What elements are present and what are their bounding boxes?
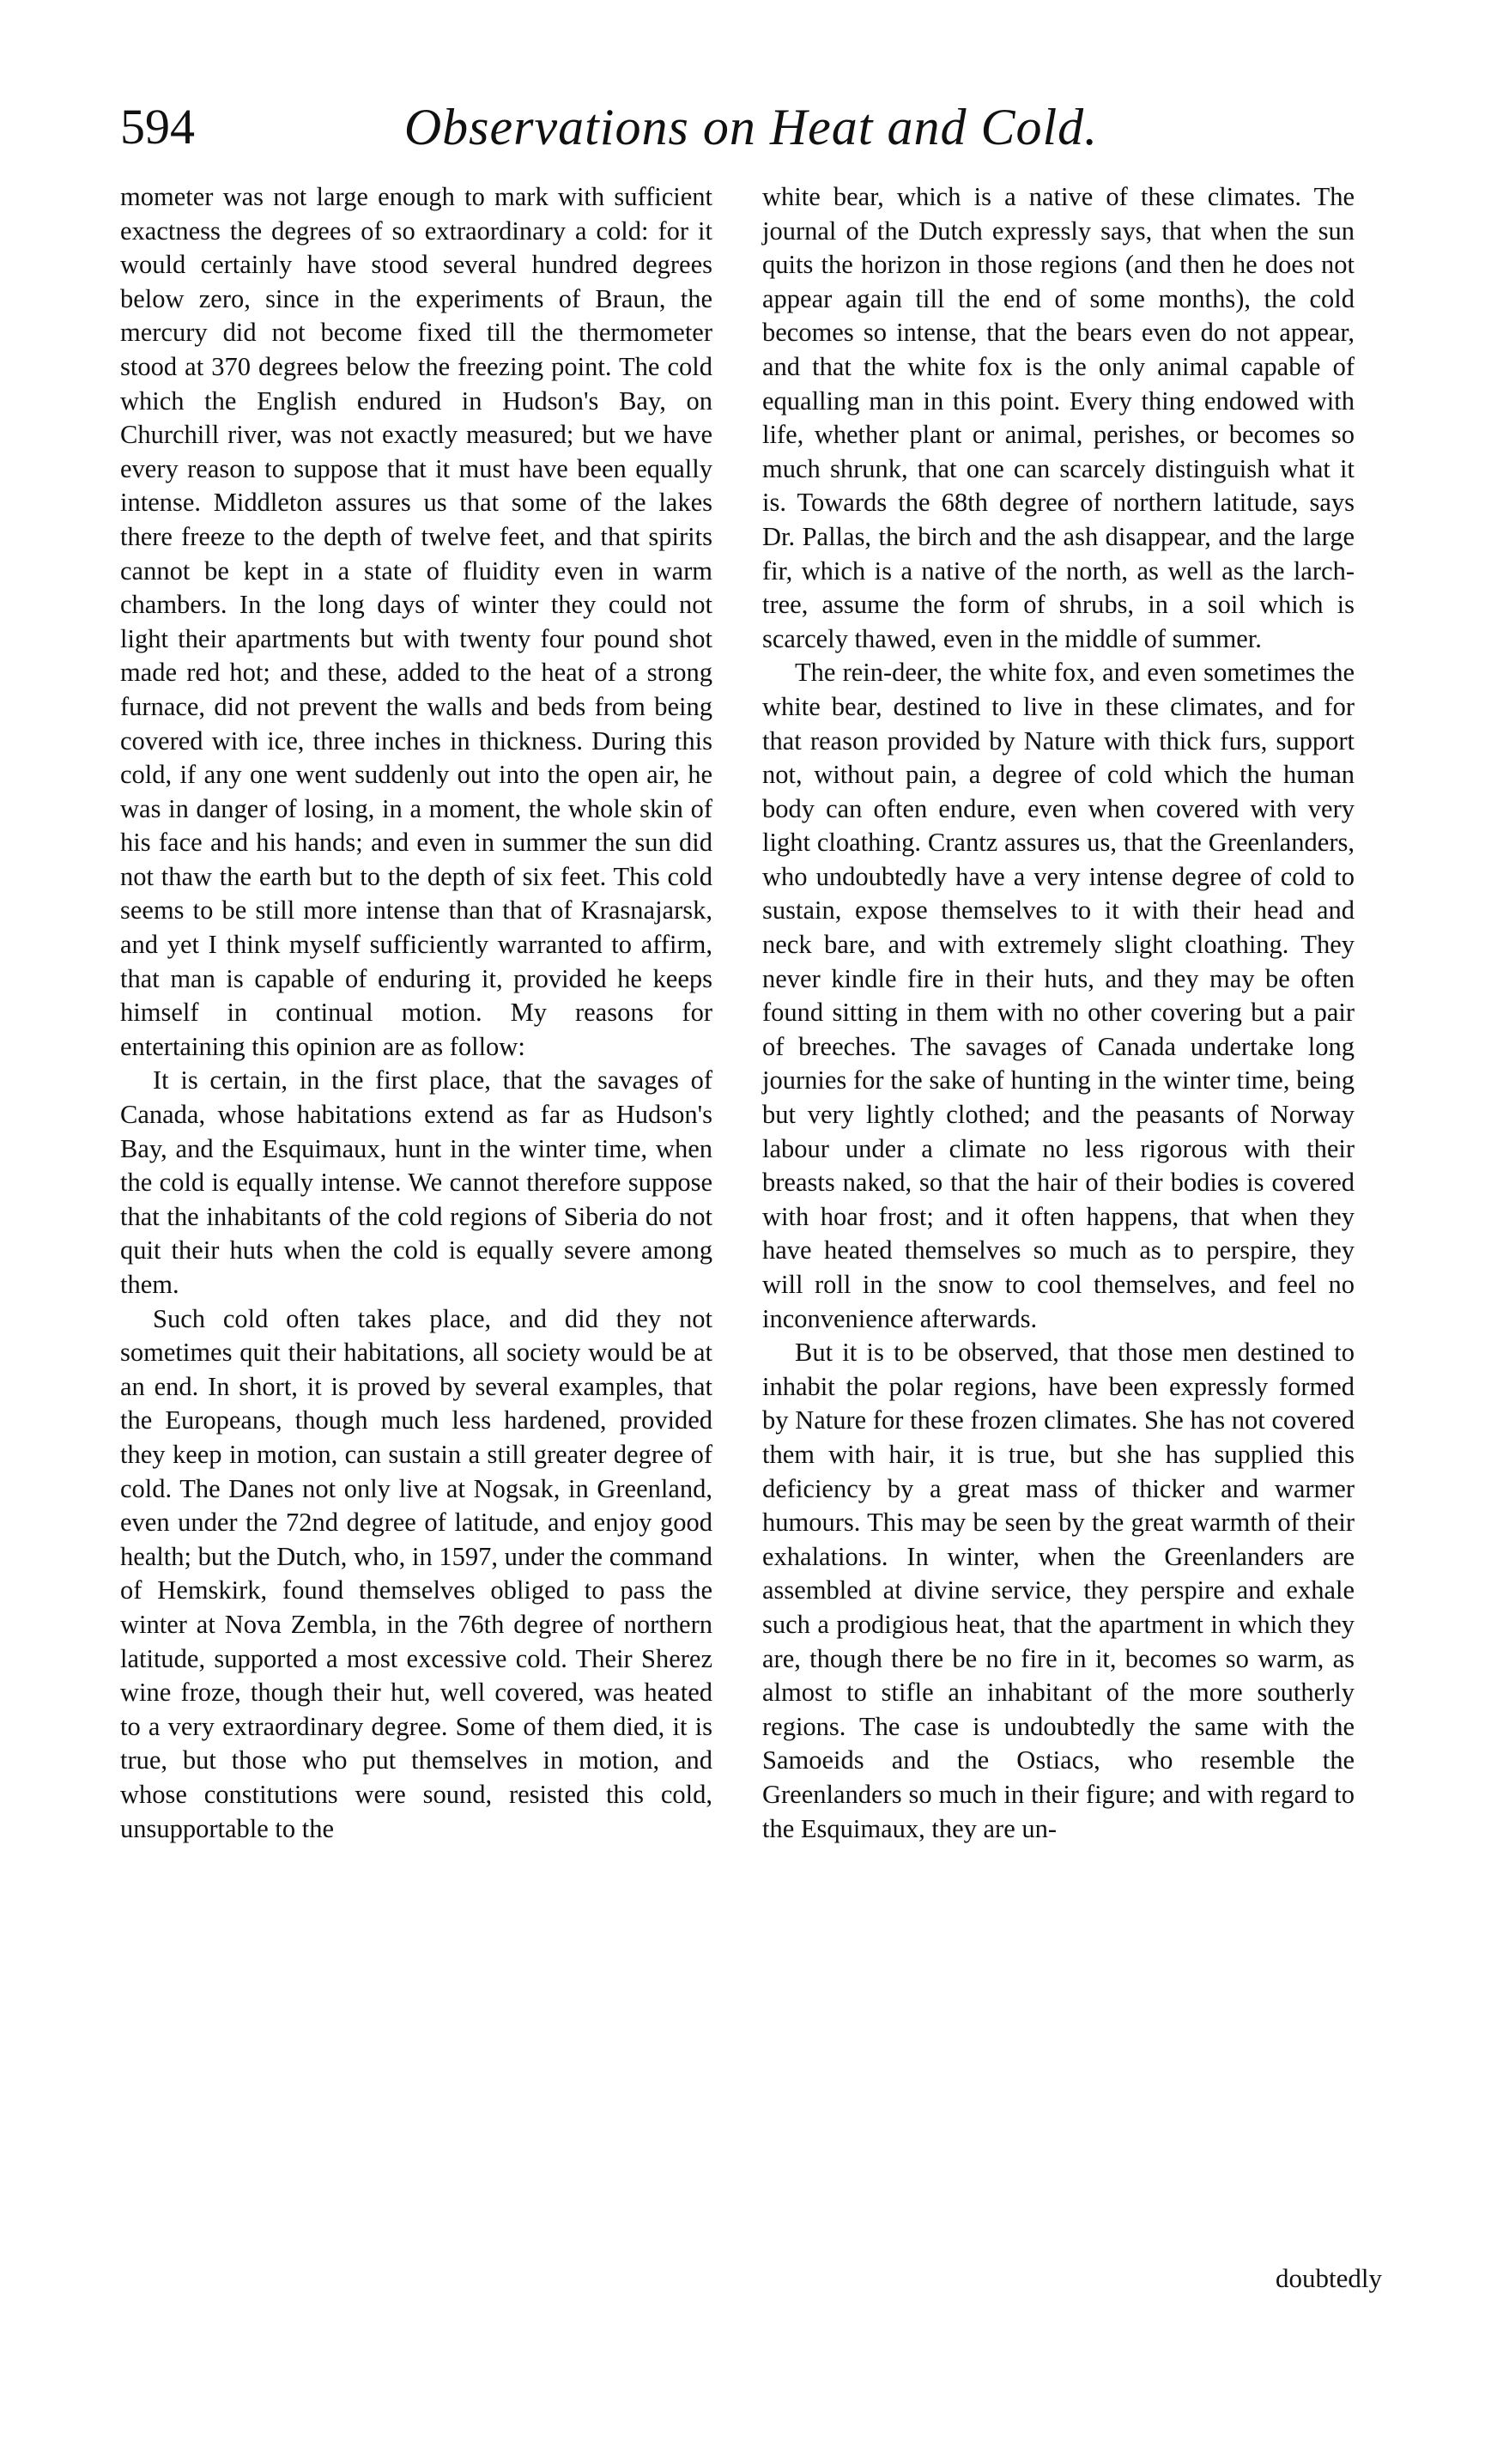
right-column [762,180,1355,1846]
page-header [120,93,1382,161]
paragraph: Such cold often takes place, and did they not sometimes quit their habitations, all society would be at an end. In short, it is proved by several examples, that the Europeans, though much less hardened, provided they keep in motion, can sustain a still greater degree of cold. The Danes not only live at Nogsak, in Greenland, even under the 72nd degree of latitude, and enjoy good health; but the Dutch, who, in 1597, under the command of Hemskirk, found themselves obliged to pass the winter at Nova Zembla, in the 76th degree of northern latitude, supported a most excessive cold. Their Sherez wine froze, though their hut, well covered, was heated to a very extraordinary degree. Some of them died, it is true, but those who put themselves in motion, and whose constitutions were sound, resisted this cold, unsupportable to the [120,1303,712,1843]
paragraph: It is certain, in the first place, that the savages of Canada, whose habitations extend as far as Hudson's Bay, and the Esquimaux, hunt in the winter time, when the cold is equally intense. We cannot therefore suppose that the inhabitants of the cold regions of Siberia do not quit their huts when the cold is equally severe among them. [120,1065,712,1299]
running-title: Observations on Heat and Cold. [403,99,1099,155]
paragraph: mometer was not large enough to mark with sufficient exactness the degrees of so extraordinary a cold: for it would certainly have stood several hundred degrees below zero, since in the experiments of Braun, the mercury did not become fixed till the thermometer stood at 370 degrees below the freezing point. The cold which the English endured in Hudson's Bay, on Churchill river, was not exactly measured; but we have every reason to suppose that it must have been equally intense. Middleton assures us that some of the lakes there freeze to the depth of twelve feet, and that spirits cannot be kept in a state of fluidity even in warm chambers. In the long days of winter they could not light their apartments but with twenty four pound shot made red hot; and these, added to the heat of a strong furnace, did not prevent the walls and beds from being covered with ice, three inches in thickness. During this cold, if any one went suddenly out into the open air, he was in danger of losing, in a moment, the whole skin of his face and his hands; and even in summer the sun did not thaw the earth but to the depth of six feet. This cold seems to be still more intense than that of Krasnajarsk, and yet I think myself sufficiently warranted to affirm, that man is capable of enduring it, provided he keeps himself in continual motion. My reasons for entertaining this opinion are as follow: [120,182,712,1061]
page-number: 594 [120,99,195,155]
paragraph: But it is to be observed, that those men destined to inhabit the polar regions, have been expressly formed by Nature for these frozen climates. She has not covered them with hair, it is true, but she has supplied this deficiency by a great mass of thicker and warmer humours. This may be seen by the great warmth of their exhalations. In winter, when the Greenlanders are assembled at divine service, they perspire and exhale such a prodigious heat, that the apartment in which they are, though there be no fire in it, becomes so warm, as almost to stifle an inhabitant of the more southerly regions. The case is undoubtedly the same with the Samoeids and the Ostiacs, who resemble the Greenlanders so much in their figure; and with regard to the Esquimaux, they are un- [762,1338,1355,1843]
catchword: doubtedly [1276,2263,1382,2293]
paragraph: white bear, which is a native of these climates. The journal of the Dutch expressly says, that when the sun quits the horizon in those regions (and then he does not appear again till the end of some months), the cold becomes so intense, that the bears even do not appear, and that the white fox is the only animal capable of equalling man in this point. Every thing endowed with life, whether plant or animal, perishes, or becomes so much shrunk, that one can scarcely distinguish what it is. Towards the 68th degree of northern latitude, says Dr. Pallas, the birch and the ash disappear, and the large fir, which is a native of the north, as well as the larch-tree, assume the form of shrubs, in a soil which is scarcely thawed, even in the middle of summer. [762,182,1355,653]
paragraph: The rein-deer, the white fox, and even sometimes the white bear, destined to live in these climates, and for that reason provided by Nature with thick furs, support not, without pain, a degree of cold which the human body can often endure, even when covered with very light cloathing. Crantz assures us, that the Greenlanders, who undoubtedly have a very intense degree of cold to sustain, expose themselves to it with their head and neck bare, and with extremely slight cloathing. They never kindle fire in their huts, and they may be often found sitting in them with no other covering but a pair of breeches. The savages of Canada undertake long journies for the sake of hunting in the winter time, being but very lightly clothed; and the peasants of Norway labour under a climate no less rigorous with their breasts naked, so that the hair of their bodies is covered with hoar frost; and it often happens, that when they have heated themselves so much as to perspire, they will roll in the snow to cool themselves, and feel no inconvenience afterwards. [762,658,1355,1333]
left-column [120,180,712,1846]
